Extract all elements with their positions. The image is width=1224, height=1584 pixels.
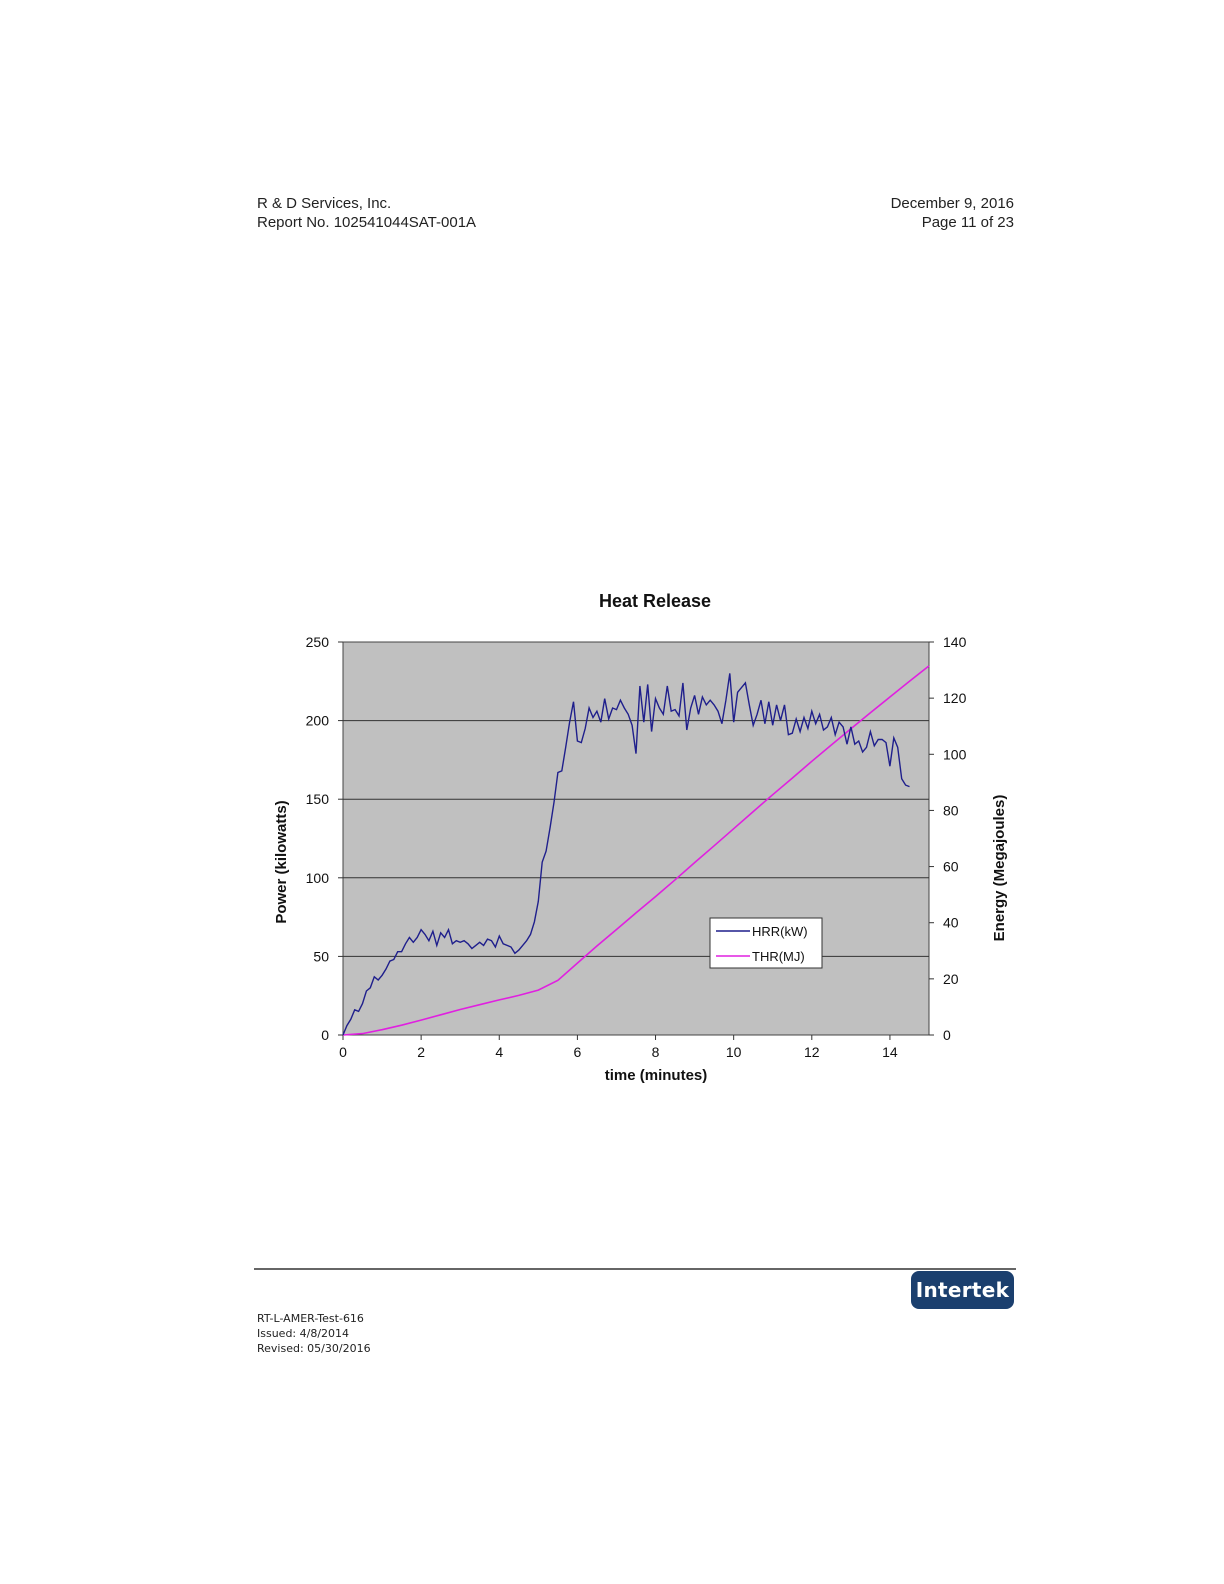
y-tick-label-50: 50	[313, 948, 329, 965]
x-tick-label-2: 2	[417, 1044, 426, 1060]
y2-tick-label-120: 120	[943, 690, 967, 707]
y2-axis-title: Energy (Megajoules)	[991, 794, 1008, 942]
x-tick-label-0: 0	[339, 1044, 347, 1060]
legend-label-thr: THR(MJ)	[752, 949, 805, 964]
footer-doc-info	[257, 1311, 371, 1356]
x-tick-label-8: 8	[651, 1044, 660, 1060]
chart-title: Heat Release	[598, 591, 712, 611]
x-tick-label-6: 6	[573, 1044, 582, 1060]
y-tick-label-200: 200	[305, 712, 329, 729]
y2-tick-label-60: 60	[943, 858, 959, 875]
y2-tick-label-40: 40	[943, 914, 959, 931]
report-number: Report No. 102541044SAT-001A	[257, 214, 477, 231]
x-tick-label-14: 14	[882, 1044, 898, 1060]
revised-date: Revised: 05/30/2016	[257, 1342, 371, 1355]
x-tick-label-12: 12	[804, 1044, 820, 1060]
x-tick-label-4: 4	[495, 1044, 504, 1060]
y-tick-label-150: 150	[305, 791, 329, 808]
y-tick-label-100: 100	[305, 869, 329, 886]
legend	[710, 918, 822, 968]
y-axis-title: Power (kilowatts)	[273, 800, 290, 924]
intertek-logo: Intertek	[911, 1271, 1014, 1309]
y2-tick-label-0: 0	[943, 1027, 951, 1043]
company-name: R & D Services, Inc.	[257, 195, 392, 212]
doc-id: RT-L-AMER-Test-616	[257, 1312, 364, 1325]
issued-date: Issued: 4/8/2014	[257, 1327, 350, 1340]
x-axis-title: time (minutes)	[604, 1067, 708, 1084]
y2-tick-label-140: 140	[943, 634, 967, 650]
y2-tick-label-80: 80	[943, 802, 959, 819]
y2-tick-label-100: 100	[943, 746, 967, 763]
x-tick-label-10: 10	[725, 1044, 742, 1060]
y-tick-label-250: 250	[305, 634, 329, 650]
legend-label-hrr: HRR(kW)	[752, 924, 808, 939]
y-tick-label-0: 0	[321, 1027, 329, 1043]
report-date: December 9, 2016	[890, 195, 1014, 212]
plot-area	[343, 642, 929, 1035]
page-number: Page 11 of 23	[921, 214, 1014, 231]
y2-tick-label-20: 20	[943, 970, 959, 987]
footer-divider	[254, 1268, 1016, 1270]
